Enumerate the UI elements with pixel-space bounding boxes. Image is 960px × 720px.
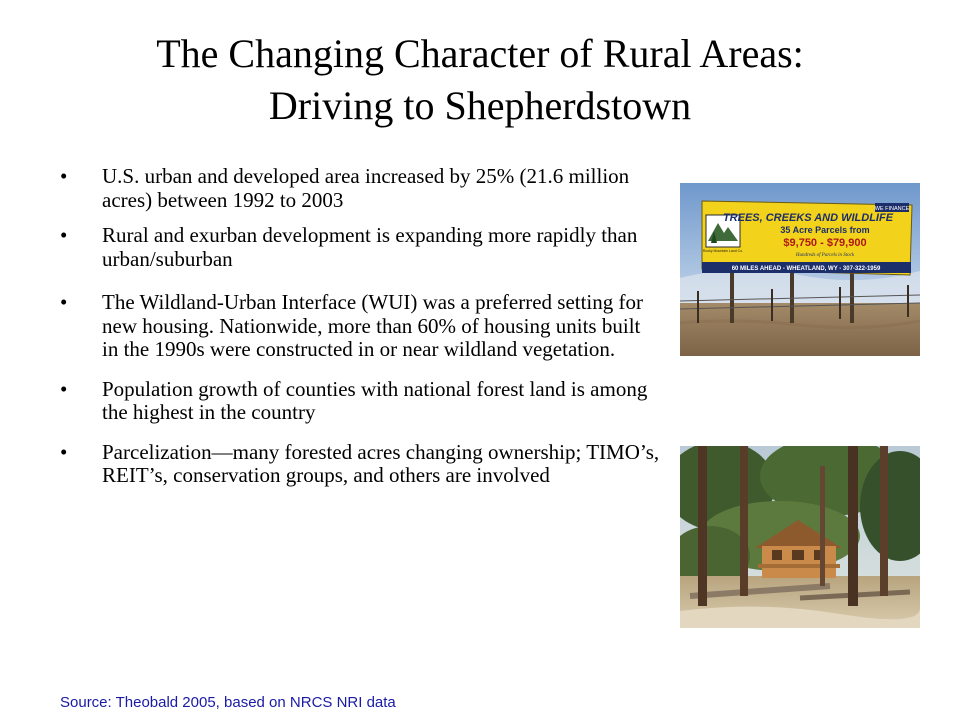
bullet-dot: • <box>60 223 68 247</box>
bullet-item <box>60 291 660 362</box>
slide-title-line-1: The Changing Character of Rural Areas: <box>156 31 804 76</box>
pine-trunk <box>880 446 888 596</box>
forest-cabin-photo <box>680 446 920 628</box>
billboard-subhead: 35 Acre Parcels from <box>780 225 870 235</box>
bullet-dot: • <box>60 376 68 401</box>
source-citation: Source: Theobald 2005, based on NRCS NRI data <box>60 694 396 711</box>
bullet-item <box>60 224 660 271</box>
bullet-dot: • <box>60 164 68 188</box>
bullet-list <box>60 165 660 500</box>
forest-scene <box>680 446 920 628</box>
billboard-headline: TREES, CREEKS AND WILDLIFE <box>722 212 894 224</box>
pine-trunk <box>698 446 707 606</box>
bullet-text: Rural and exurban development is expanding more rapidly than urban/suburban <box>102 223 638 271</box>
pine-trunk <box>820 466 825 586</box>
bullet-item <box>60 378 660 425</box>
billboard-scene <box>680 183 920 356</box>
cabin-window <box>772 550 782 560</box>
bullet-text: The Wildland-Urban Interface (WUI) was a preferred setting for new housing. Nationwide, more than 60% of housing units built in the 1990s were constructed in or near wildland vegetation. <box>102 290 644 361</box>
slide-title-line-2: Driving to Shepherdstown <box>268 83 692 128</box>
bullet-item <box>60 441 660 488</box>
billboard-stock-text: Hundreds of Parcels in Stock <box>795 253 855 258</box>
bullet-text: U.S. urban and developed area increased by 25% (21.6 million acres) between 1992 to 2003 <box>102 164 630 212</box>
pine-trunk <box>740 446 748 596</box>
field <box>680 303 920 356</box>
billboard-price: $9,750 - $79,900 <box>783 237 867 249</box>
billboard-directions: 60 MILES AHEAD - WHEATLAND, WY - 307-322-1959 <box>731 266 881 272</box>
bullet-item <box>60 165 660 212</box>
billboard-logo-text: Rocky Mountain Land Co. <box>702 249 744 253</box>
pine-trunk <box>848 446 858 606</box>
billboard-tag-text: WE FINANCE <box>874 206 910 212</box>
bullet-text: Parcelization—many forested acres changing ownership; TIMO’s, REIT’s, conservation groups, and others are involved <box>102 439 660 487</box>
slide-title <box>0 28 960 132</box>
bullet-dot: • <box>60 439 68 464</box>
bullet-dot: • <box>60 290 68 314</box>
bullet-text: Population growth of counties with national forest land is among the highest in the country <box>102 376 648 424</box>
billboard-photo <box>680 183 920 356</box>
cabin-deck <box>758 564 840 568</box>
cabin-window <box>792 550 804 560</box>
